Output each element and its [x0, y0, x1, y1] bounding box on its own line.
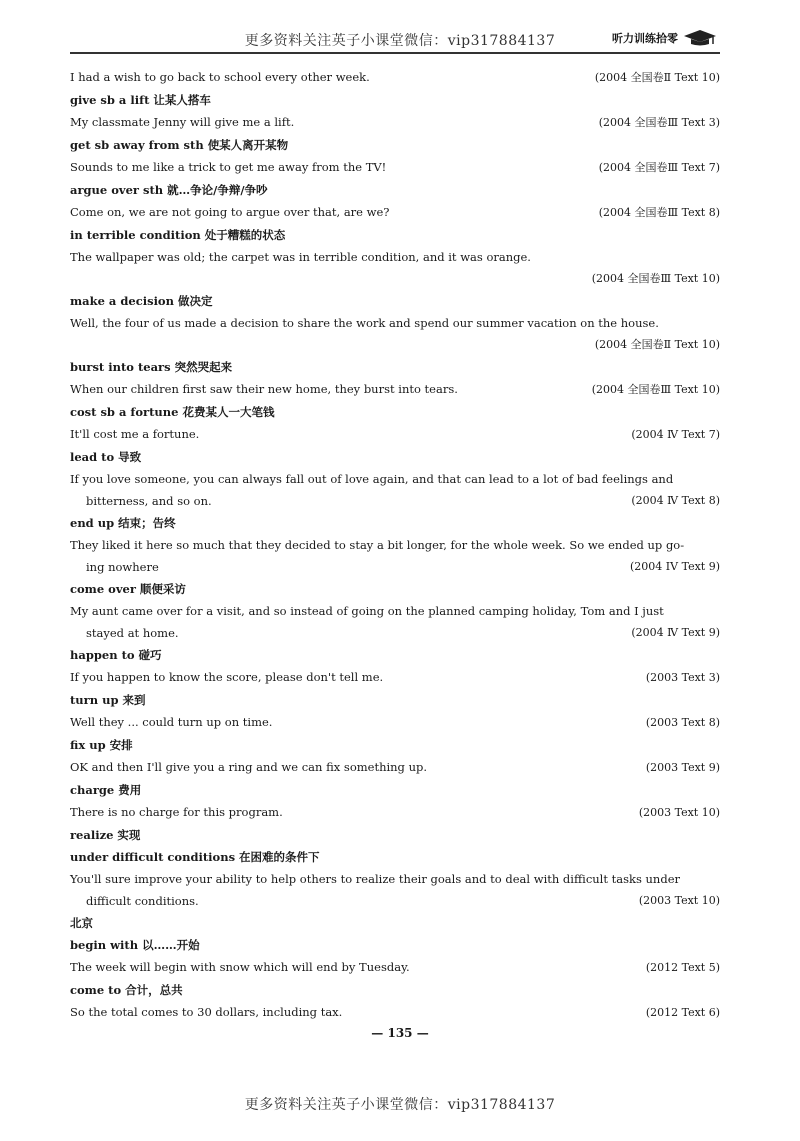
example-sentence: [70, 1001, 720, 1024]
phrase-group: [70, 89, 211, 111]
source-citation: (2004 Ⅳ Text 9): [631, 626, 720, 639]
phrase-entry: [70, 356, 720, 378]
phrase-entry: [70, 689, 720, 711]
example-sentence: [70, 201, 720, 224]
phrase-group: [70, 689, 146, 711]
source-citation: (2004 全国卷Ⅱ Text 10): [594, 338, 720, 351]
phrase-entry: [70, 934, 720, 956]
sentence-text: The week will begin with snow which will end by Tuesday.: [70, 960, 410, 974]
example-continuation: [70, 890, 720, 912]
phrase-group: [70, 824, 140, 846]
example-continuation: [70, 490, 720, 512]
phrase-meaning: 在困难的条件下: [239, 850, 320, 864]
phrase-meaning: 做决定: [177, 294, 213, 308]
source-citation: (2003 Text 10): [638, 806, 720, 819]
phrase-entry: [70, 979, 720, 1001]
example-sentence: [70, 666, 720, 689]
sentence-text: You'll sure improve your ability to help others to realize their goals and to deal with difficult tasks under: [70, 872, 680, 886]
source-citation: (2004 全国卷Ⅲ Text 10): [591, 272, 720, 285]
sentence-text: When our children first saw their new home, they burst into tears.: [70, 382, 458, 396]
vocabulary-list: [70, 66, 720, 1024]
phrase-text: come over: [70, 582, 136, 596]
phrase-text: argue over sth: [70, 183, 164, 197]
phrase-meaning: 结束；告终: [118, 516, 176, 530]
phrase-meaning: 使某人离开某物: [207, 138, 289, 152]
phrase-text: realize: [70, 828, 114, 842]
example-sentence: [70, 534, 720, 556]
example-sentence: [70, 378, 720, 401]
phrase-text: turn up: [70, 693, 119, 707]
phrase-meaning: 顺便采访: [139, 582, 186, 596]
phrase-text: get sb away from sth: [70, 138, 204, 152]
sentence-text: They liked it here so much that they decided to stay a bit longer, for the whole week. So we ended up go-: [70, 538, 685, 552]
phrase-text: 北京: [70, 916, 93, 930]
phrase-meaning: 安排: [109, 738, 133, 752]
phrase-meaning: 费用: [118, 783, 142, 797]
phrase-group: [70, 979, 183, 1001]
source-citation: (2012 Text 5): [645, 961, 720, 974]
phrase-entry: [70, 134, 720, 156]
sentence-text: stayed at home.: [86, 626, 179, 640]
sentence-text: It'll cost me a fortune.: [70, 427, 200, 441]
example-sentence: [70, 956, 720, 979]
phrase-entry: [70, 644, 720, 666]
phrase-meaning: 导致: [118, 450, 142, 464]
example-sentence: [70, 246, 720, 268]
phrase-meaning: 突然哭起来: [174, 360, 233, 374]
source-citation: (2004 全国卷Ⅲ Text 3): [598, 116, 720, 129]
page-number: — 135 —: [371, 1026, 429, 1040]
source-citation: (2003 Text 3): [645, 671, 720, 684]
phrase-group: [70, 512, 176, 534]
phrase-meaning: 来到: [122, 693, 146, 707]
source-citation: (2004 Ⅳ Text 8): [631, 494, 720, 507]
example-sentence: [70, 868, 720, 890]
source-citation: (2004 全国卷Ⅱ Text 10): [594, 71, 720, 84]
phrase-meaning: 让某人搭车: [153, 93, 211, 107]
source-citation: (2012 Text 6): [645, 1006, 720, 1019]
sentence-text: My aunt came over for a visit, and so instead of going on the planned camping holiday, Tom and I just: [70, 604, 664, 618]
phrase-group: [70, 912, 93, 934]
example-continuation: [70, 556, 720, 578]
source-citation: (2003 Text 9): [645, 761, 720, 774]
phrase-text: fix up: [70, 738, 106, 752]
source-citation: (2004 全国卷Ⅲ Text 7): [598, 161, 720, 174]
phrase-group: [70, 779, 141, 801]
phrase-text: give sb a lift: [70, 93, 150, 107]
sentence-text: There is no charge for this program.: [70, 805, 283, 819]
phrase-text: make a decision: [70, 294, 174, 308]
example-sentence: [70, 156, 720, 179]
phrase-meaning: 实现: [117, 828, 141, 842]
source-citation: (2004 IV Text 9): [630, 560, 720, 573]
phrase-meaning: 合计，总共: [125, 983, 183, 997]
phrase-group: [70, 446, 141, 468]
sentence-text: So the total comes to 30 dollars, including tax.: [70, 1005, 343, 1019]
phrase-entry: [70, 224, 720, 246]
phrase-text: charge: [70, 783, 115, 797]
phrase-group: [70, 644, 162, 666]
phrase-group: [70, 224, 285, 246]
phrase-group: [70, 734, 133, 756]
phrase-text: end up: [70, 516, 115, 530]
phrase-entry: [70, 824, 720, 846]
phrase-text: happen to: [70, 648, 135, 662]
example-sentence: [70, 756, 720, 779]
phrase-entry: [70, 512, 720, 534]
phrase-meaning: 处于糟糕的状态: [204, 228, 286, 242]
example-sentence: [70, 711, 720, 734]
header-rule: [70, 52, 720, 54]
example-continuation: [70, 622, 720, 644]
example-sentence: [70, 312, 720, 334]
sentence-text: Well, the four of us made a decision to share the work and spend our summer vacation on the house.: [70, 316, 659, 330]
example-sentence: [70, 111, 720, 134]
sentence-text: OK and then I'll give you a ring and we can fix something up.: [70, 760, 427, 774]
sentence-text: Well they ... could turn up on time.: [70, 715, 273, 729]
footer-watermark: 更多资料关注英子小课堂微信：vip317884137: [244, 1097, 556, 1113]
example-sentence: [70, 600, 720, 622]
phrase-text: come to: [70, 983, 122, 997]
phrase-entry: [70, 779, 720, 801]
phrase-group: [70, 846, 320, 868]
phrase-group: [70, 356, 232, 378]
phrase-entry: [70, 290, 720, 312]
source-citation: (2003 Text 10): [638, 894, 720, 907]
phrase-group: [70, 179, 268, 201]
phrase-meaning: 以……开始: [142, 938, 200, 952]
phrase-meaning: 碰巧: [138, 648, 162, 662]
phrase-group: [70, 578, 186, 600]
example-sentence: [70, 801, 720, 824]
header-watermark: 更多资料关注英子小课堂微信：vip317884137: [244, 33, 556, 49]
sentence-text: The wallpaper was old; the carpet was in terrible condition, and it was orange.: [70, 250, 531, 264]
example-sentence: [70, 66, 720, 89]
sentence-text: I had a wish to go back to school every other week.: [70, 70, 370, 84]
sentence-text: bitterness, and so on.: [86, 494, 212, 508]
source-citation: (2004 全国卷Ⅲ Text 8): [598, 206, 720, 219]
phrase-text: lead to: [70, 450, 115, 464]
example-sentence: [70, 468, 720, 490]
graduation-cap-icon: [682, 29, 718, 47]
source-citation: (2003 Text 8): [645, 716, 720, 729]
sentence-text: ing nowhere: [86, 560, 159, 574]
phrase-entry: [70, 912, 720, 934]
section-badge: [612, 28, 718, 48]
sentence-text: Sounds to me like a trick to get me away from the TV!: [70, 160, 387, 174]
sentence-text: Come on, we are not going to argue over that, are we?: [70, 205, 390, 219]
phrase-entry: [70, 578, 720, 600]
sentence-text: If you happen to know the score, please don't tell me.: [70, 670, 384, 684]
section-badge-label: 听力训练拾零: [612, 32, 678, 45]
source-citation: (2004 Ⅳ Text 7): [631, 428, 720, 441]
phrase-meaning: 就…争论/争辩/争吵: [167, 183, 268, 197]
sentence-text: If you love someone, you can always fall out of love again, and that can lead to a lot of bad feelings and: [70, 472, 674, 486]
phrase-entry: [70, 734, 720, 756]
phrase-text: cost sb a fortune: [70, 405, 179, 419]
sentence-text: My classmate Jenny will give me a lift.: [70, 115, 295, 129]
phrase-entry: [70, 89, 720, 111]
phrase-text: begin with: [70, 938, 139, 952]
source-citation: (2004 全国卷Ⅲ Text 10): [591, 383, 720, 396]
phrase-text: under difficult conditions: [70, 850, 236, 864]
phrase-group: [70, 401, 274, 423]
example-sentence: [70, 423, 720, 446]
sentence-text: difficult conditions.: [86, 894, 199, 908]
phrase-text: burst into tears: [70, 360, 171, 374]
phrase-entry: [70, 446, 720, 468]
phrase-entry: [70, 179, 720, 201]
phrase-meaning: 花费某人一大笔钱: [182, 405, 275, 419]
phrase-entry: [70, 401, 720, 423]
phrase-group: [70, 290, 212, 312]
phrase-group: [70, 934, 200, 956]
phrase-entry: [70, 846, 720, 868]
phrase-text: in terrible condition: [70, 228, 201, 242]
phrase-group: [70, 134, 288, 156]
